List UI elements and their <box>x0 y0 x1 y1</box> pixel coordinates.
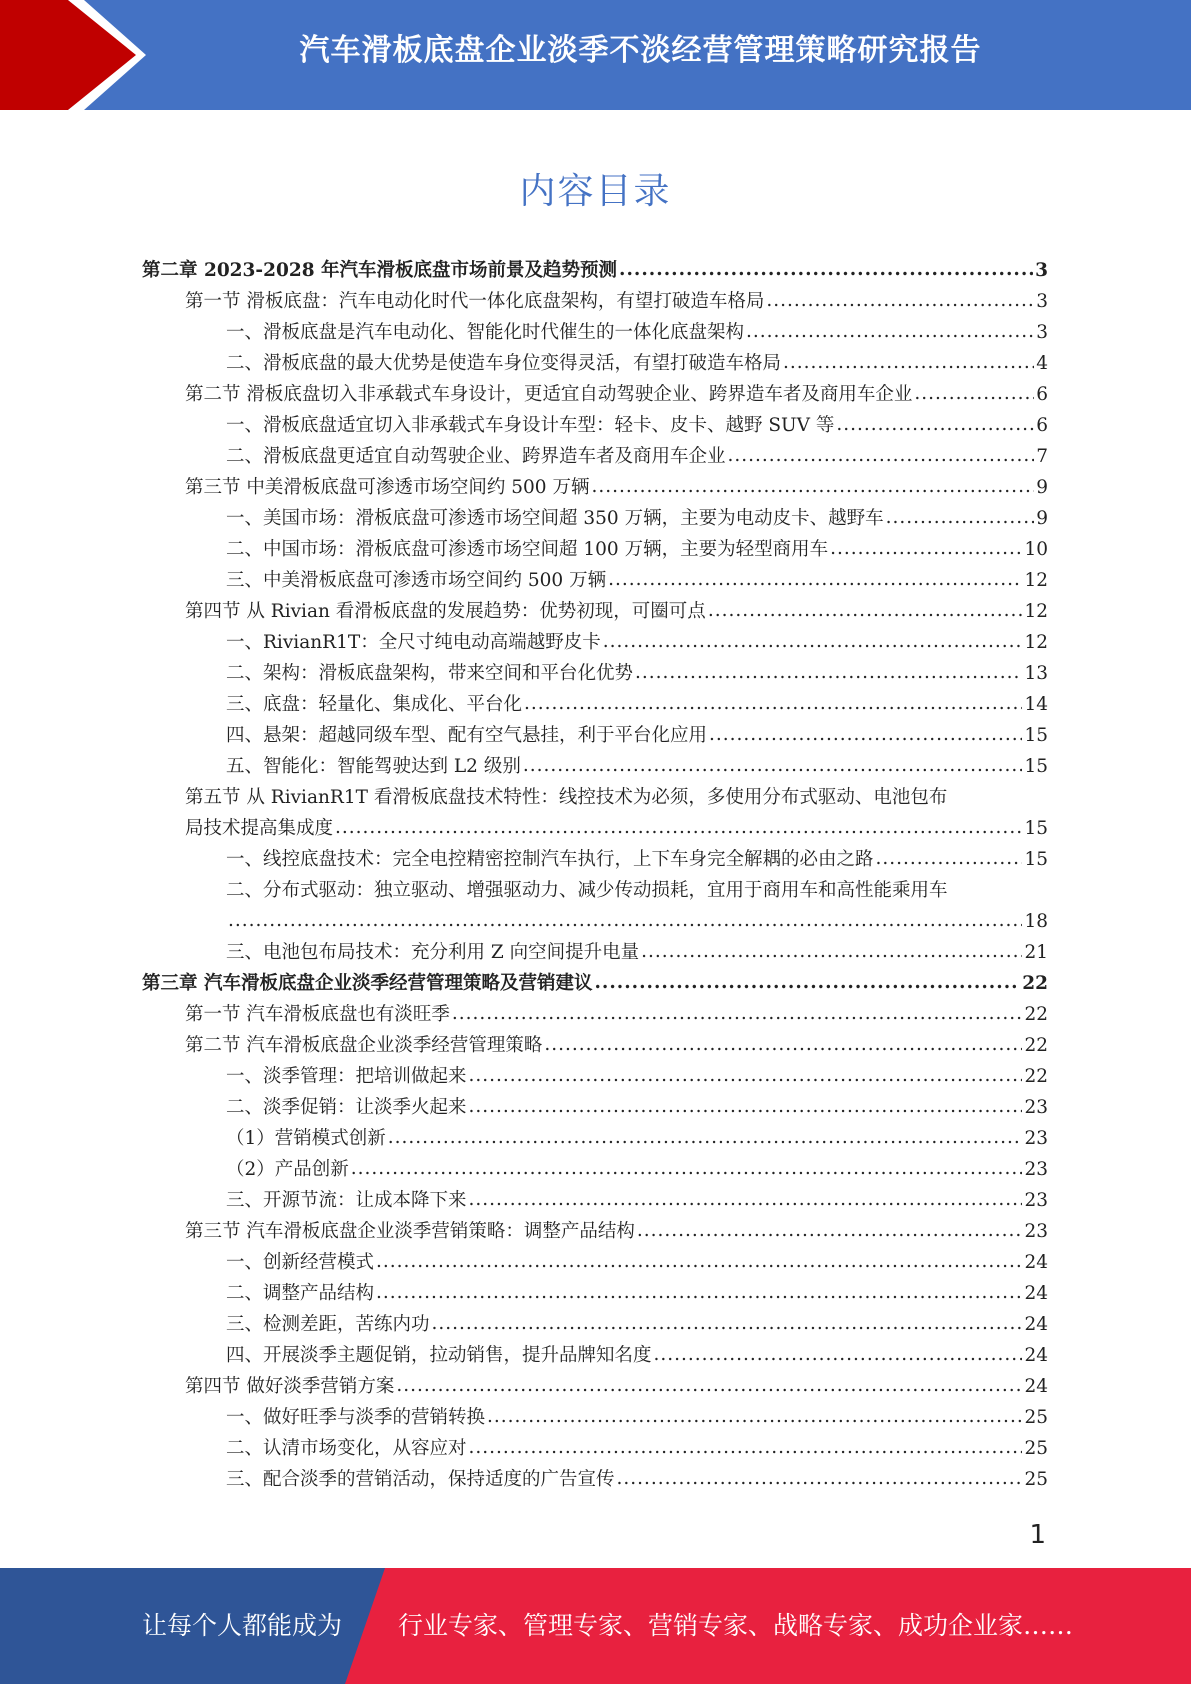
toc-entry-text: 二、滑板底盘的最大优势是使造车身位变得灵活，有望打破造车格局 <box>226 353 782 374</box>
toc-entry[interactable] <box>142 348 1048 379</box>
toc-entry[interactable] <box>142 720 1048 751</box>
toc-dot-leader <box>544 1029 1022 1060</box>
header-arrow-graphic <box>0 0 160 110</box>
toc-entry-page: 22 <box>1022 973 1048 994</box>
toc-dot-leader <box>432 1308 1023 1339</box>
toc-entry-page: 12 <box>1024 570 1048 591</box>
toc-dot-leader <box>641 936 1022 967</box>
toc-entry[interactable] <box>142 1030 1048 1061</box>
toc-entry-page: 6 <box>1036 415 1048 436</box>
toc-entry-page: 4 <box>1036 353 1048 374</box>
toc-entry-text: 二、淡季促销：让淡季火起来 <box>226 1097 467 1118</box>
toc-entry-page: 10 <box>1024 539 1048 560</box>
toc-entry-text: 四、开展淡季主题促销，拉动销售，提升品牌知名度 <box>226 1345 652 1366</box>
toc-dot-leader <box>914 378 1034 409</box>
toc-entry-text: 一、线控底盘技术：完全电控精密控制汽车执行，上下车身完全解耦的必由之路 <box>226 849 874 870</box>
toc-entry-page: 23 <box>1024 1128 1048 1149</box>
toc-entry[interactable] <box>142 1309 1048 1340</box>
toc-entry[interactable] <box>142 534 1048 565</box>
toc-entry[interactable] <box>142 1340 1048 1371</box>
toc-entry[interactable] <box>142 1123 1048 1154</box>
toc-entry-text: 第一节 汽车滑板底盘也有淡旺季 <box>185 1004 450 1025</box>
toc-entry[interactable] <box>142 472 1048 503</box>
toc-dot-leader <box>619 254 1033 285</box>
toc-entry-text: 第五节 从 RivianR1T 看滑板底盘技术特性：线控技术为必须，多使用分布式驱动、电池包布 <box>185 787 948 808</box>
toc-entry-page: 15 <box>1024 818 1048 839</box>
toc-entry-text: 三、电池包布局技术：充分利用 Z 向空间提升电量 <box>226 942 640 963</box>
toc-dot-leader <box>635 657 1022 688</box>
toc-entry-page: 23 <box>1024 1097 1048 1118</box>
toc-entry-text: 一、做好旺季与淡季的营销转换 <box>226 1407 486 1428</box>
toc-entry[interactable] <box>142 689 1048 720</box>
toc-entry[interactable] <box>142 1247 1048 1278</box>
toc-entry[interactable] <box>142 1371 1048 1402</box>
toc-entry-page: 24 <box>1024 1376 1048 1397</box>
toc-entry-text: 第二章 2023-2028 年汽车滑板底盘市场前景及趋势预测 <box>142 260 618 281</box>
toc-entry-text: （2）产品创新 <box>226 1159 349 1180</box>
toc-entry[interactable] <box>142 1433 1048 1464</box>
toc-entry-text: 第三节 中美滑板底盘可渗透市场空间约 500 万辆 <box>185 477 590 498</box>
toc-entry-page: 22 <box>1024 1066 1048 1087</box>
toc-dot-leader <box>524 688 1022 719</box>
toc-entry-text: 第二节 滑板底盘切入非承载式车身设计，更适宜自动驾驶企业、跨界造车者及商用车企业 <box>185 384 913 405</box>
toc-entry-page: 3 <box>1036 322 1048 343</box>
toc-entry-page: 15 <box>1024 756 1048 777</box>
toc-entry-page: 6 <box>1036 384 1048 405</box>
toc-dot-leader <box>830 533 1022 564</box>
toc-entry-page: 3 <box>1035 260 1048 281</box>
toc-entry-page: 9 <box>1036 508 1048 529</box>
toc-entry[interactable] <box>142 441 1048 472</box>
toc-entry-text: 一、创新经营模式 <box>226 1252 375 1273</box>
report-title: 汽车滑板底盘企业淡季不淡经营管理策略研究报告 <box>299 33 982 68</box>
toc-dot-leader <box>469 1432 1023 1463</box>
toc-entry-text: 第四节 做好淡季营销方案 <box>185 1376 395 1397</box>
table-of-contents <box>142 255 1048 1495</box>
header-banner <box>0 0 1191 110</box>
toc-dot-leader <box>617 1463 1023 1494</box>
toc-entry-page: 15 <box>1024 849 1048 870</box>
toc-entry[interactable] <box>142 1092 1048 1123</box>
toc-entry-text: （1）营销模式创新 <box>226 1128 386 1149</box>
toc-dot-leader <box>746 316 1034 347</box>
toc-entry-page: 22 <box>1024 1035 1048 1056</box>
toc-entry-page: 12 <box>1024 601 1048 622</box>
toc-entry[interactable] <box>142 255 1048 286</box>
toc-dot-leader <box>452 998 1023 1029</box>
toc-dot-leader <box>335 812 1022 843</box>
toc-dot-leader <box>591 471 1034 502</box>
toc-entry-page: 24 <box>1024 1345 1048 1366</box>
toc-entry-page: 24 <box>1024 1252 1048 1273</box>
toc-entry-text: 三、开源节流：让成本降下来 <box>226 1190 467 1211</box>
toc-entry-text: 一、RivianR1T：全尺寸纯电动高端越野皮卡 <box>226 632 601 653</box>
toc-entry-text: 第一节 滑板底盘：汽车电动化时代一体化底盘架构，有望打破造车格局 <box>185 291 765 312</box>
toc-entry-page: 25 <box>1024 1438 1048 1459</box>
toc-dot-leader <box>351 1153 1023 1184</box>
toc-dot-leader <box>608 564 1022 595</box>
toc-entry[interactable] <box>142 1402 1048 1433</box>
toc-dot-leader <box>523 750 1023 781</box>
toc-entry-text: 五、智能化：智能驾驶达到 L2 级别 <box>226 756 521 777</box>
toc-dot-leader <box>487 1401 1022 1432</box>
toc-entry-text: 一、滑板底盘适宜切入非承载式车身设计车型：轻卡、皮卡、越野 SUV 等 <box>226 415 835 436</box>
toc-dot-leader <box>376 1246 1022 1277</box>
toc-dot-leader <box>766 285 1034 316</box>
toc-entry-text: 第三节 汽车滑板底盘企业淡季营销策略：调整产品结构 <box>185 1221 635 1242</box>
toc-entry-page: 13 <box>1024 663 1048 684</box>
toc-entry[interactable] <box>142 596 1048 627</box>
toc-entry-page: 12 <box>1024 632 1048 653</box>
toc-dot-leader <box>783 347 1034 378</box>
toc-entry-text: 三、配合淡季的营销活动，保持适度的广告宣传 <box>226 1469 615 1490</box>
toc-entry-text: 一、美国市场：滑板底盘可渗透市场空间超 350 万辆，主要为电动皮卡、越野车 <box>226 508 884 529</box>
toc-heading: 内容目录 <box>519 171 672 212</box>
toc-dot-leader <box>728 440 1035 471</box>
toc-entry-page: 7 <box>1036 446 1048 467</box>
page-number: 1 <box>1029 1520 1046 1550</box>
toc-dot-leader <box>637 1215 1023 1246</box>
toc-dot-leader <box>469 1184 1023 1215</box>
toc-entry[interactable] <box>142 999 1048 1030</box>
toc-entry[interactable] <box>142 906 1048 937</box>
toc-entry-page: 24 <box>1024 1314 1048 1335</box>
toc-dot-leader <box>836 409 1034 440</box>
toc-entry-page: 24 <box>1024 1283 1048 1304</box>
toc-entry[interactable] <box>142 410 1048 441</box>
toc-entry[interactable] <box>142 379 1048 410</box>
toc-entry[interactable] <box>142 844 1048 875</box>
toc-entry-text: 二、认清市场变化，从容应对 <box>226 1438 467 1459</box>
toc-dot-leader <box>228 905 1022 936</box>
toc-entry-text: 三、底盘：轻量化、集成化、平台化 <box>226 694 523 715</box>
toc-entry-text: 二、分布式驱动：独立驱动、增强驱动力、减少传动损耗，宜用于商用车和高性能乘用车 <box>226 880 948 901</box>
toc-entry-page: 18 <box>1024 911 1048 932</box>
toc-entry-text: 三、检测差距，苦练内功 <box>226 1314 430 1335</box>
footer-slogan-left: 让每个人都能成为 <box>142 1611 343 1640</box>
toc-entry[interactable] <box>142 1154 1048 1185</box>
toc-entry-page: 25 <box>1024 1469 1048 1490</box>
toc-entry[interactable] <box>142 782 1048 813</box>
toc-entry[interactable] <box>142 1278 1048 1309</box>
toc-entry-text: 一、淡季管理：把培训做起来 <box>226 1066 467 1087</box>
toc-entry[interactable] <box>142 813 1048 844</box>
toc-entry[interactable] <box>142 1185 1048 1216</box>
toc-entry[interactable] <box>142 565 1048 596</box>
toc-entry[interactable] <box>142 937 1048 968</box>
toc-entry[interactable] <box>142 627 1048 658</box>
toc-dot-leader <box>654 1339 1023 1370</box>
toc-entry[interactable] <box>142 751 1048 782</box>
toc-entry-text: 一、滑板底盘是汽车电动化、智能化时代催生的一体化底盘架构 <box>226 322 745 343</box>
toc-entry-page: 15 <box>1024 725 1048 746</box>
toc-entry-page: 23 <box>1024 1159 1048 1180</box>
toc-dot-leader <box>388 1122 1023 1153</box>
toc-entry[interactable] <box>142 1216 1048 1247</box>
toc-entry[interactable] <box>142 1061 1048 1092</box>
toc-entry[interactable] <box>142 875 1048 906</box>
toc-entry-text: 第二节 汽车滑板底盘企业淡季经营管理策略 <box>185 1035 543 1056</box>
toc-entry-text: 局技术提高集成度 <box>185 818 334 839</box>
toc-entry[interactable] <box>142 658 1048 689</box>
footer-banner <box>0 1568 1191 1684</box>
toc-entry-page: 9 <box>1036 477 1048 498</box>
toc-dot-leader <box>603 626 1023 657</box>
footer-slogan-right: 行业专家、管理专家、营销专家、战略专家、成功企业家…… <box>398 1611 1074 1640</box>
toc-entry-text: 三、中美滑板底盘可渗透市场空间约 500 万辆 <box>226 570 607 591</box>
toc-entry[interactable] <box>142 317 1048 348</box>
toc-entry-page: 21 <box>1024 942 1048 963</box>
toc-entry-page: 14 <box>1024 694 1048 715</box>
toc-dot-leader <box>709 719 1022 750</box>
toc-dot-leader <box>376 1277 1022 1308</box>
toc-entry[interactable] <box>142 503 1048 534</box>
toc-entry[interactable] <box>142 1464 1048 1495</box>
toc-entry-page: 3 <box>1036 291 1048 312</box>
toc-entry-page: 23 <box>1024 1190 1048 1211</box>
toc-entry-text: 二、中国市场：滑板底盘可渗透市场空间超 100 万辆，主要为轻型商用车 <box>226 539 829 560</box>
toc-dot-leader <box>469 1060 1023 1091</box>
toc-entry[interactable] <box>142 968 1048 999</box>
toc-entry-text: 二、架构：滑板底盘架构，带来空间和平台化优势 <box>226 663 634 684</box>
toc-entry-text: 二、调整产品结构 <box>226 1283 375 1304</box>
toc-dot-leader <box>469 1091 1023 1122</box>
toc-dot-leader <box>594 967 1020 998</box>
toc-entry-page: 23 <box>1024 1221 1048 1242</box>
toc-dot-leader <box>396 1370 1022 1401</box>
toc-entry-page: 22 <box>1024 1004 1048 1025</box>
toc-dot-leader <box>886 502 1035 533</box>
toc-entry-text: 二、滑板底盘更适宜自动驾驶企业、跨界造车者及商用车企业 <box>226 446 726 467</box>
toc-entry-text: 第三章 汽车滑板底盘企业淡季经营管理策略及营销建议 <box>142 973 593 994</box>
toc-entry-page: 25 <box>1024 1407 1048 1428</box>
toc-dot-leader <box>876 843 1023 874</box>
toc-entry[interactable] <box>142 286 1048 317</box>
toc-entry-text: 第四节 从 Rivian 看滑板底盘的发展趋势：优势初现，可圈可点 <box>185 601 706 622</box>
toc-dot-leader <box>708 595 1023 626</box>
toc-entry-text: 四、悬架：超越同级车型、配有空气悬挂，利于平台化应用 <box>226 725 708 746</box>
